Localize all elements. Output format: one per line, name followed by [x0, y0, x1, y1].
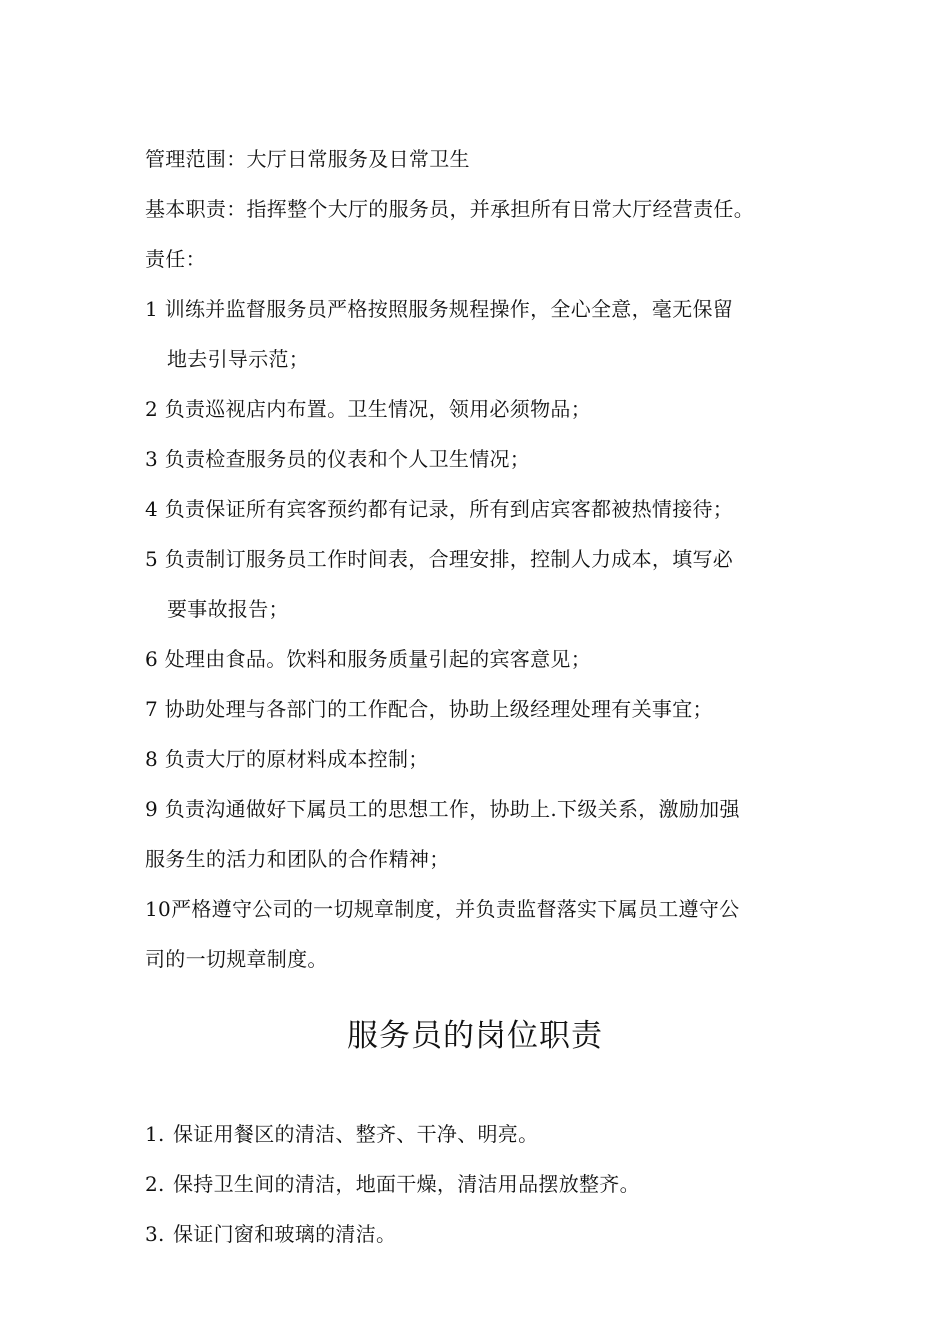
list-item: 3. 保证门窗和玻璃的清洁。	[145, 1222, 397, 1246]
list-item: 1. 保证用餐区的清洁、整齐、干净、明亮。	[145, 1122, 539, 1146]
list-item: 5 负责制订服务员工作时间表，合理安排，控制人力成本，填写必	[145, 547, 734, 571]
list-item: 10严格遵守公司的一切规章制度，并负责监督落实下属员工遵守公	[145, 897, 740, 921]
list-item: 3 负责检查服务员的仪表和个人卫生情况；	[145, 447, 531, 471]
list-item: 1 训练并监督服务员严格按照服务规程操作，全心全意，毫无保留	[145, 297, 734, 321]
list-item: 9 负责沟通做好下属员工的思想工作，协助上.下级关系，激励加强	[145, 797, 740, 821]
list-item: 2. 保持卫生间的清洁，地面干燥，清洁用品摆放整齐。	[145, 1172, 640, 1196]
management-scope: 管理范围：大厅日常服务及日常卫生	[145, 147, 470, 171]
responsibility-label: 责任：	[145, 247, 206, 271]
list-item: 6 处理由食品。饮料和服务质量引起的宾客意见；	[145, 647, 592, 671]
list-item: 8 负责大厅的原材料成本控制；	[145, 747, 429, 771]
list-item-continuation: 地去引导示范；	[167, 347, 310, 371]
list-item-continuation: 司的一切规章制度。	[145, 947, 328, 971]
list-item-continuation: 服务生的活力和团队的合作精神；	[145, 847, 450, 871]
document-page	[145, 134, 810, 1259]
list-item: 4 负责保证所有宾客预约都有记录，所有到店宾客都被热情接待；	[145, 497, 734, 521]
section-title: 服务员的岗位职责	[347, 1018, 603, 1054]
list-item-continuation: 要事故报告；	[167, 597, 289, 621]
list-item: 2 负责巡视店内布置。卫生情况，领用必须物品；	[145, 397, 592, 421]
list-item: 7 协助处理与各部门的工作配合，协助上级经理处理有关事宜；	[145, 697, 713, 721]
basic-duty: 基本职责：指挥整个大厅的服务员，并承担所有日常大厅经营责任。	[145, 197, 754, 221]
